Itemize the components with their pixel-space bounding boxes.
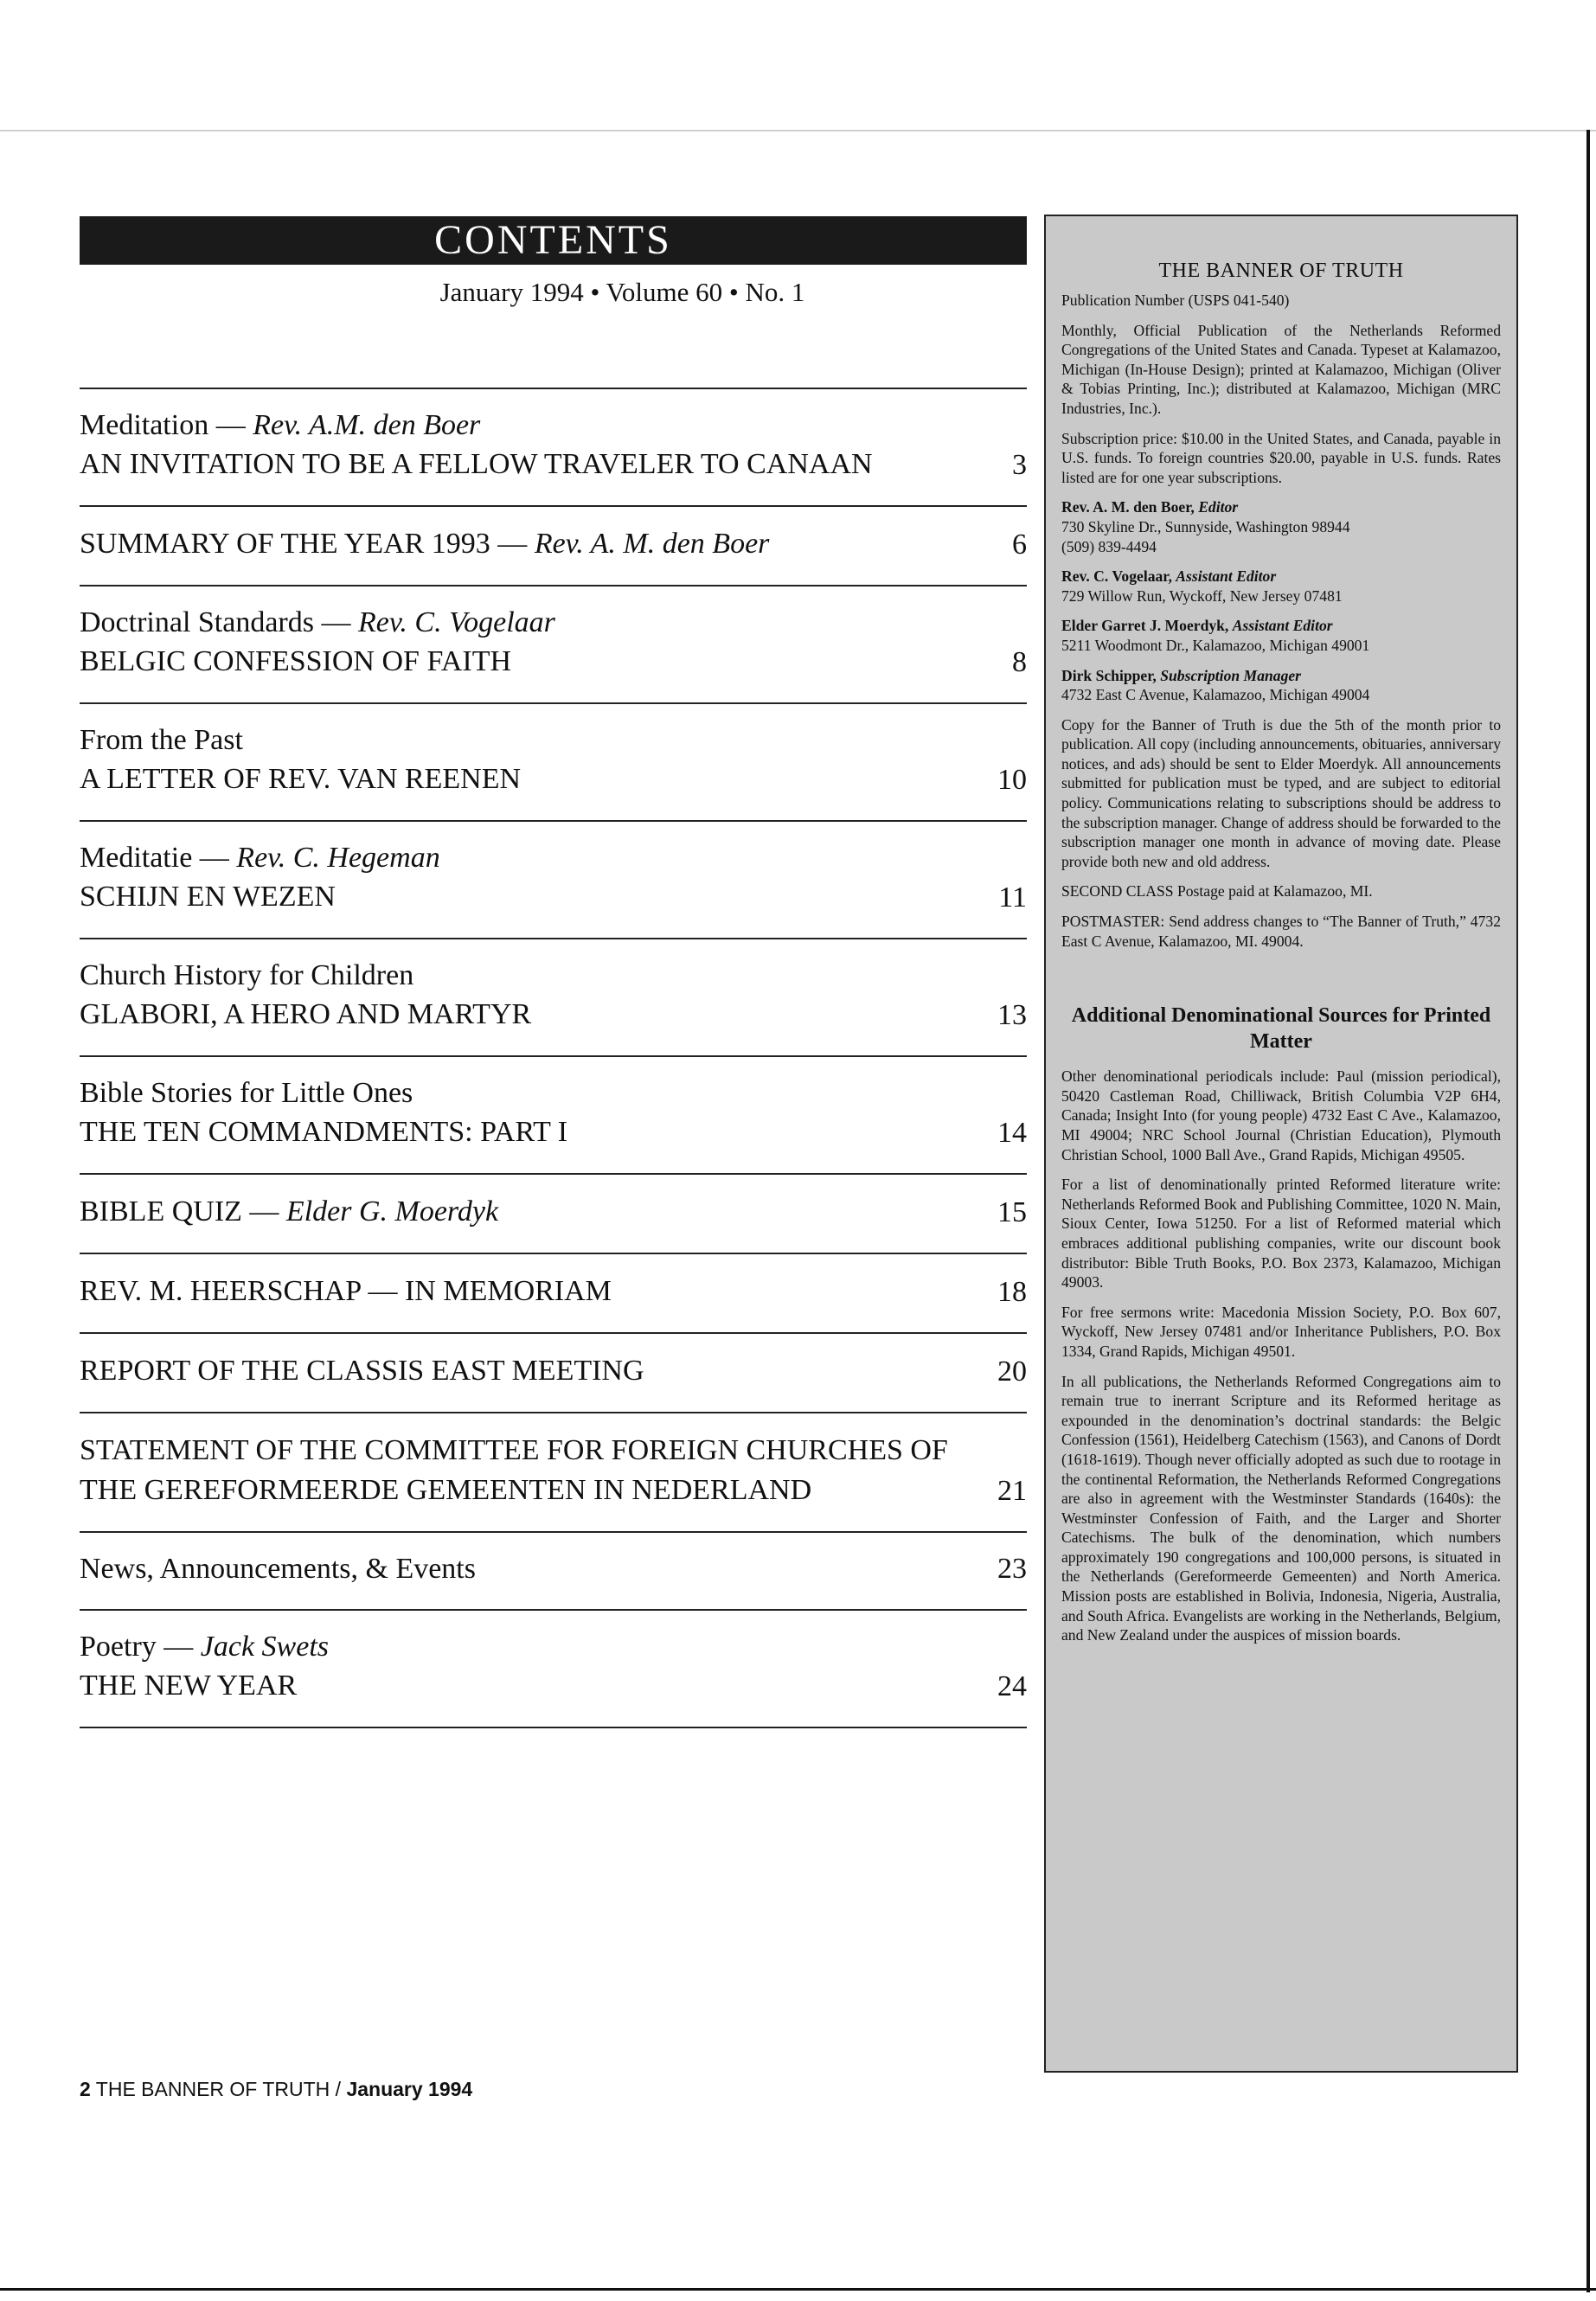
- table-of-contents: [80, 216, 1027, 1728]
- toc-section: Poetry —: [80, 1631, 201, 1663]
- toc-author: Rev. A. M. den Boer: [534, 528, 770, 560]
- toc-section: From the Past: [80, 724, 243, 756]
- staff-subscription-manager: [1061, 666, 1501, 705]
- staff-phone: (509) 839-4494: [1061, 537, 1157, 555]
- toc-entry[interactable]: [80, 1173, 1027, 1253]
- staff-assistant-editor: [1061, 616, 1501, 655]
- toc-section: Bible Stories for Little Ones: [80, 1077, 413, 1109]
- toc-page-number: 21: [997, 1475, 1027, 1507]
- toc-title: BIBLE QUIZ —: [80, 1195, 286, 1227]
- footer-publication: THE BANNER OF TRUTH /: [95, 2078, 347, 2100]
- issue-info: January 1994 • Volume 60 • No. 1: [439, 277, 805, 307]
- sources-heading: Additional Denominational Sources for Printed Matter: [1071, 1004, 1491, 1054]
- staff-name: Dirk Schipper,: [1061, 666, 1161, 684]
- toc-author: Rev. C. Hegeman: [236, 842, 440, 874]
- copy-deadline-note: Copy for the Banner of Truth is due the 5th of the month prior to publication. All copy (including announcements, obituaries, anniversary notices, and ads) should be sent to Elder Moerdyk. All announcements submitted for publication must be typed, and are subject to editorial policy. Communications relating to subscriptions should be address to the subscription manager. Change of address should be forwarded to the subscription manager one month in advance of moving date. Please provide both new and old address.: [1061, 715, 1501, 870]
- page-footer: [80, 2078, 472, 2101]
- toc-entry[interactable]: [80, 585, 1027, 702]
- toc-title: STATEMENT OF THE COMMITTEE FOR FOREIGN CHURCHES OF THE GEREFORMEERDE GEMEENTEN IN NEDERLAND: [80, 1434, 948, 1506]
- toc-author: Jack Swets: [200, 1631, 329, 1663]
- toc-section: Meditatie —: [80, 842, 237, 874]
- toc-entry[interactable]: [80, 505, 1027, 585]
- staff-editor: [1061, 497, 1501, 556]
- publication-number: Publication Number (USPS 041-540): [1061, 292, 1290, 309]
- toc-title: BELGIC CONFESSION OF FAITH: [80, 645, 512, 677]
- toc-entry[interactable]: [80, 938, 1027, 1055]
- toc-section: News, Announcements, & Events: [80, 1553, 476, 1585]
- toc-page-number: 8: [1012, 646, 1027, 678]
- toc-title: AN INVITATION TO BE A FELLOW TRAVELER TO CANAAN: [80, 448, 873, 480]
- toc-page-number: 24: [997, 1670, 1027, 1702]
- toc-title: THE NEW YEAR: [80, 1670, 298, 1702]
- subscription-price: Subscription price: $10.00 in the United States, and Canada, payable in U.S. funds. To foreign countries $20.00, payable in U.S. funds. Rates listed are for one year subscriptions.: [1061, 429, 1501, 486]
- page-top-edge: [0, 130, 1596, 131]
- toc-entry[interactable]: [80, 388, 1027, 505]
- sources-sermons: For free sermons write: Macedonia Mission Society, P.O. Box 607, Wyckoff, New Jersey 07481 and/or Inheritance Publishers, P.O. Box 1334, Grand Rapids, Michigan 49501.: [1061, 1303, 1501, 1360]
- toc-entry[interactable]: [80, 1332, 1027, 1412]
- toc-page-number: 10: [997, 764, 1027, 796]
- toc-author: Elder G. Moerdyk: [285, 1195, 499, 1227]
- staff-name: Elder Garret J. Moerdyk,: [1061, 617, 1233, 635]
- toc-entry[interactable]: [80, 1055, 1027, 1173]
- toc-section: Church History for Children: [80, 959, 414, 991]
- page-bottom-edge: [0, 2288, 1596, 2291]
- page-right-edge: [1586, 130, 1590, 2292]
- footer-date: January 1994: [346, 2078, 473, 2100]
- toc-page-number: 23: [997, 1553, 1027, 1585]
- contents-heading: CONTENTS: [80, 216, 1027, 265]
- publication-description: Monthly, Official Publication of the Netherlands Reformed Congregations of the United States and Canada. Typeset at Kalamazoo, Michigan (In-House Design); printed at Kalamazoo, Michigan (Oliver & Tobias Printing, Inc.); distributed at Kalamazoo, Michigan (MRC Industries, Inc.).: [1061, 321, 1501, 417]
- toc-title: REV. M. HEERSCHAP — IN MEMORIAM: [80, 1275, 612, 1307]
- toc-page-number: 13: [997, 999, 1027, 1031]
- toc-author: Rev. C. Vogelaar: [358, 606, 555, 638]
- toc-page-number: 20: [997, 1356, 1027, 1388]
- staff-role: Editor: [1198, 498, 1239, 516]
- sources-statement: In all publications, the Netherlands Reformed Congregations aim to remain true to inerrant Scripture and its Reformed heritage as expounded in the denomination’s doctrinal standards: the Belgic Confession (1561), Heidelberg Catechism (1563), and Canons of Dordt (1618-1619). Though never officially adopted as such due to rootage in the continental Reformation, the Netherlands Reformed Congregations are also in agreement with the Westminster Standards (1640s): the Westminster Confession of Faith, and the Larger and Shorter Catechisms. The bulk of the denomination, which numbers approximately 190 congregations and 100,000 persons, is situated in the Netherlands (Gereformeerde Gemeenten) and North America. Mission posts are established in Bolivia, Indonesia, Nigeria, Australia, and South Africa. Evangelists are working in the Netherlands, Belgium, and New Zealand under the auspices of mission boards.: [1061, 1372, 1501, 1644]
- toc-page-number: 14: [997, 1117, 1027, 1149]
- toc-entry[interactable]: [80, 1412, 1027, 1531]
- staff-address: 4732 East C Avenue, Kalamazoo, Michigan 49004: [1061, 686, 1370, 704]
- scan-margin: [0, 0, 1596, 130]
- toc-author: Rev. A.M. den Boer: [253, 409, 481, 441]
- toc-title: SUMMARY OF THE YEAR 1993 —: [80, 528, 535, 560]
- second-class-note: SECOND CLASS Postage paid at Kalamazoo, MI.: [1061, 882, 1373, 901]
- toc-page-number: 11: [998, 881, 1027, 913]
- masthead-sidebar: [1044, 215, 1518, 2073]
- toc-title: GLABORI, A HERO AND MARTYR: [80, 998, 532, 1030]
- staff-role: Subscription Manager: [1160, 666, 1302, 684]
- footer-page-number: 2: [80, 2078, 91, 2100]
- staff-assistant-editor: [1061, 567, 1501, 606]
- toc-entry[interactable]: [80, 820, 1027, 938]
- toc-title: THE TEN COMMANDMENTS: PART I: [80, 1116, 568, 1148]
- toc-title: SCHIJN EN WEZEN: [80, 881, 336, 913]
- toc-section: Doctrinal Standards —: [80, 606, 358, 638]
- sources-periodicals: Other denominational periodicals include: Paul (mission periodical), 50420 Castleman Road, Chilliwack, British Columbia V2P 6H4, Canada; Insight Into (for young people) 4732 East C Ave., Kalamazoo, MI 49004; NRC School Journal (Christian Education), Plymouth Christian School, 1000 Ball Ave., Grand Rapids, Michigan 49505.: [1061, 1067, 1501, 1163]
- sources-literature: For a list of denominationally printed Reformed literature write: Netherlands Reformed Book and Publishing Committee, 1020 N. Main, Sioux Center, Iowa 51250. For a list of Reformed material which embraces additional publishing companies, write our discount book distributor: Bible Truth Books, P.O. Box 2373, Kalamazoo, Michigan 49003.: [1061, 1176, 1501, 1292]
- toc-page-number: 3: [1012, 449, 1027, 481]
- toc-page-number: 15: [997, 1196, 1027, 1228]
- postmaster-note: POSTMASTER: Send address changes to “The Banner of Truth,” 4732 East C Avenue, Kalamazoo, MI. 49004.: [1061, 913, 1501, 950]
- toc-page-number: 18: [997, 1276, 1027, 1308]
- toc-section: Meditation —: [80, 409, 253, 441]
- staff-name: Rev. A. M. den Boer,: [1061, 498, 1199, 516]
- toc-entry[interactable]: [80, 1531, 1027, 1609]
- staff-name: Rev. C. Vogelaar,: [1061, 567, 1176, 586]
- staff-address: 729 Willow Run, Wyckoff, New Jersey 07481: [1061, 586, 1343, 605]
- toc-entry[interactable]: [80, 1609, 1027, 1728]
- toc-entry[interactable]: [80, 702, 1027, 820]
- toc-title: REPORT OF THE CLASSIS EAST MEETING: [80, 1355, 644, 1387]
- toc-title: A LETTER OF REV. VAN REENEN: [80, 763, 522, 795]
- staff-address: 730 Skyline Dr., Sunnyside, Washington 98944: [1061, 517, 1350, 535]
- toc-entry[interactable]: [80, 1253, 1027, 1332]
- staff-address: 5211 Woodmont Dr., Kalamazoo, Michigan 49001: [1061, 636, 1370, 654]
- staff-role: Assistant Editor: [1232, 617, 1333, 635]
- staff-role: Assistant Editor: [1176, 567, 1277, 586]
- masthead-title: THE BANNER OF TRUTH: [1158, 260, 1404, 282]
- toc-list: [80, 388, 1027, 1728]
- toc-page-number: 6: [1012, 529, 1027, 561]
